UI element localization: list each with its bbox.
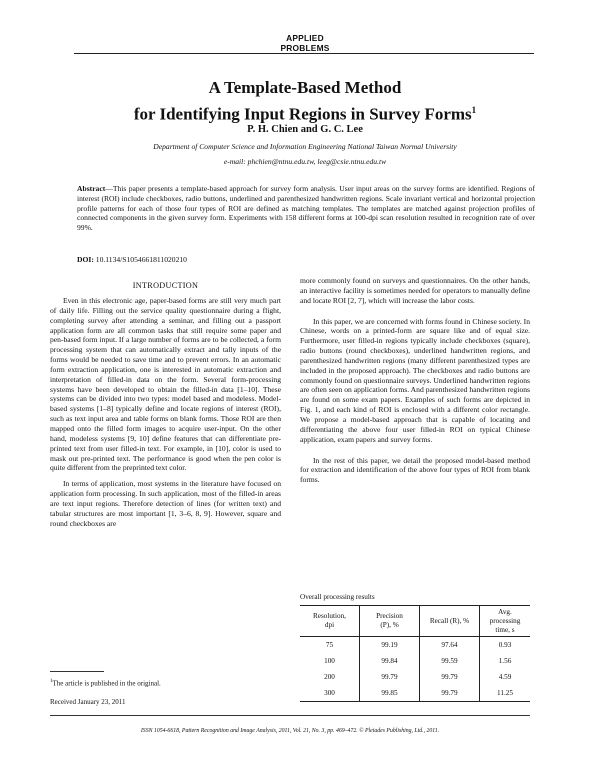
footnote-rule [50, 671, 104, 672]
table-cell: 200 [324, 672, 335, 681]
footnote [50, 677, 281, 688]
header-text: Precision [376, 612, 403, 620]
table-cell: 99.79 [420, 685, 480, 702]
doi [77, 255, 535, 264]
paragraph: Even in this electronic age, paper-based forms are still very much part of daily life. Filling out the service quality questionnaire during a flight, completing survey after attending a seminar, and filling out a passport application form are all common tasks that still require some paper and pen-based form input. If a large number of forms are to be collected, a form processing system that can automatically extract and tally inputs of the forms would be needed to save time and to prevent errors. In an automatic form extraction application, one is interested in automatic extraction and interpretation of filled-in data on the form. Several form-processing systems have been developed to obtain the filled-in data [1–10]. These systems can be divided into two types: model based and modeless. Model-based systems [1–8] typically define and locate regions of interest (ROI), such as text input area and table forms on blank forms. Those ROI are then mapped onto the filled form images to acquire user-input. On the other hand, modeless systems [9, 10] define features that can differentiate pre-printed text from user filled-in text. For example, in [10], color is used to mask out pre-printed text. The performance is good when the pen color is quite different from the preprinted text color. [50, 296, 281, 473]
paragraph: In the rest of this paper, we detail the proposed model-based method for extraction and identification of the above four types of ROI from blank forms. [300, 455, 530, 485]
table-row [300, 669, 530, 685]
table-row [300, 653, 530, 669]
header-rule [74, 53, 534, 54]
col-header-precision [360, 606, 420, 637]
table-header-row [300, 606, 530, 637]
footnote-text: The article is published in the original. [52, 679, 161, 688]
header-text: Recall (R), % [429, 616, 470, 625]
abstract-label: Abstract [77, 184, 106, 193]
title-line2-text: for Identifying Input Regions in Survey Forms [133, 104, 472, 124]
abstract-text: —This paper presents a template-based approach for survey form analysis. User input areas on the survey forms are identified. Regions of interest (ROI) include checkboxes, radio buttons, underlined and parenthesized handwritten regions. Scale invariant vertical and horizontal projection profile patterns for each of those four types of ROI are defined as matching templates. The templates are matched against projection profiles of connected components in the given survey form. Experiments with 158 different forms at 100-dpi scan resolution resulted in recognition rate of over 99%. [77, 184, 535, 233]
title-footnote-mark: 1 [471, 105, 477, 115]
results-table [300, 605, 530, 702]
paragraph: In terms of application, most systems in the literature have focused on application form processing. In such application, most of the filled-in areas are text input regions. Therefore detection of lines (for written text) and tabular structures are most important [1, 3–6, 8, 9]. However, square and round checkboxes are [50, 479, 281, 528]
table-row [300, 637, 530, 654]
table-cell: 99.85 [360, 685, 420, 702]
table-cell: 99.79 [360, 669, 420, 685]
paragraph: more commonly found on surveys and questionnaires. On the other hands, an interactive facility is sometimes needed for operators to manually define and locate ROI [2, 7], which will increase the labor costs. [300, 276, 530, 305]
doi-label: DOI: [77, 255, 94, 264]
abstract [77, 184, 535, 233]
authors: P. H. Chien and G. C. Lee [247, 124, 363, 135]
header-text: time, s [495, 625, 515, 634]
table-row [300, 685, 530, 702]
section-header-line1: APPLIED [286, 33, 324, 43]
header-text: Resolution, [313, 612, 346, 620]
table-cell: 99.19 [360, 637, 420, 654]
table-cell: 99.79 [420, 669, 480, 685]
received-date: Received January 23, 2011 [50, 698, 126, 706]
doi-value: 10.1134/S1054661811020210 [95, 255, 187, 264]
table-cell: 300 [300, 685, 360, 702]
paragraph: In this paper, we are concerned with forms found in Chinese society. In Chinese, words on a printed-form are square like and of equal size. Furthermore, user filled-in regions typically include checkboxes (square), radio buttons (round checkboxes), underlined handwritten regions, and parenthesized handwritten regions (many different parenthesized types are included in the proposed approach). The checkboxes and radio buttons are commonly found on questionnaire surveys. Underlined handwritten regions are often seen on application forms. And parenthesized handwritten regions are found on some exam papers. Examples of such forms are depicted in Fig. 1, and each kind of ROI is enclosed with a different color rectangle. We propose a model-based approach that is capable of locating and differentiating the above four user filled-in ROI on typical Chinese application, exam papers and survey forms. [300, 316, 530, 444]
title-line2 [60, 99, 550, 126]
table-cell: 99.59 [420, 653, 480, 669]
table-cell: 11.25 [480, 685, 531, 702]
author-email: e-mail: phchien@ntnu.edu.tw, leeg@csie.ntnu.edu.tw [223, 157, 387, 166]
table-cell: 0.93 [480, 637, 531, 654]
footnote-mark: 1 [50, 679, 53, 684]
table-cell: 99.84 [360, 653, 420, 669]
table-caption: Overall processing results [300, 593, 375, 601]
col-header-recall [420, 606, 480, 637]
table-cell: 100 [324, 656, 335, 665]
left-column [50, 296, 281, 528]
col-header-time [480, 606, 531, 637]
table-cell: 75 [325, 640, 334, 649]
footer-rule [50, 715, 530, 716]
header-text: dpi [324, 621, 335, 629]
table-cell: 4.59 [480, 669, 531, 685]
introduction-heading: INTRODUCTION [132, 281, 199, 290]
header-text: (P), % [380, 621, 399, 629]
table-cell: 1.56 [480, 653, 531, 669]
col-header-resolution [300, 606, 360, 637]
header-text: Avg. processing [489, 607, 521, 625]
right-column [300, 276, 530, 485]
paper-title [60, 77, 550, 126]
affiliation: Department of Computer Science and Information Engineering National Taiwan Normal University [153, 142, 457, 151]
title-line1: A Template-Based Method [208, 78, 402, 97]
section-header [255, 33, 355, 53]
section-header-line2: PROBLEMS [280, 43, 330, 53]
table-cell: 97.64 [420, 637, 480, 654]
issn-footer: ISSN 1054-6618, Pattern Recognition and Image Analysis, 2011, Vol. 21, No. 3, pp. 469–472. © Pleiades Publishing, Ltd., 2011. [140, 728, 440, 734]
